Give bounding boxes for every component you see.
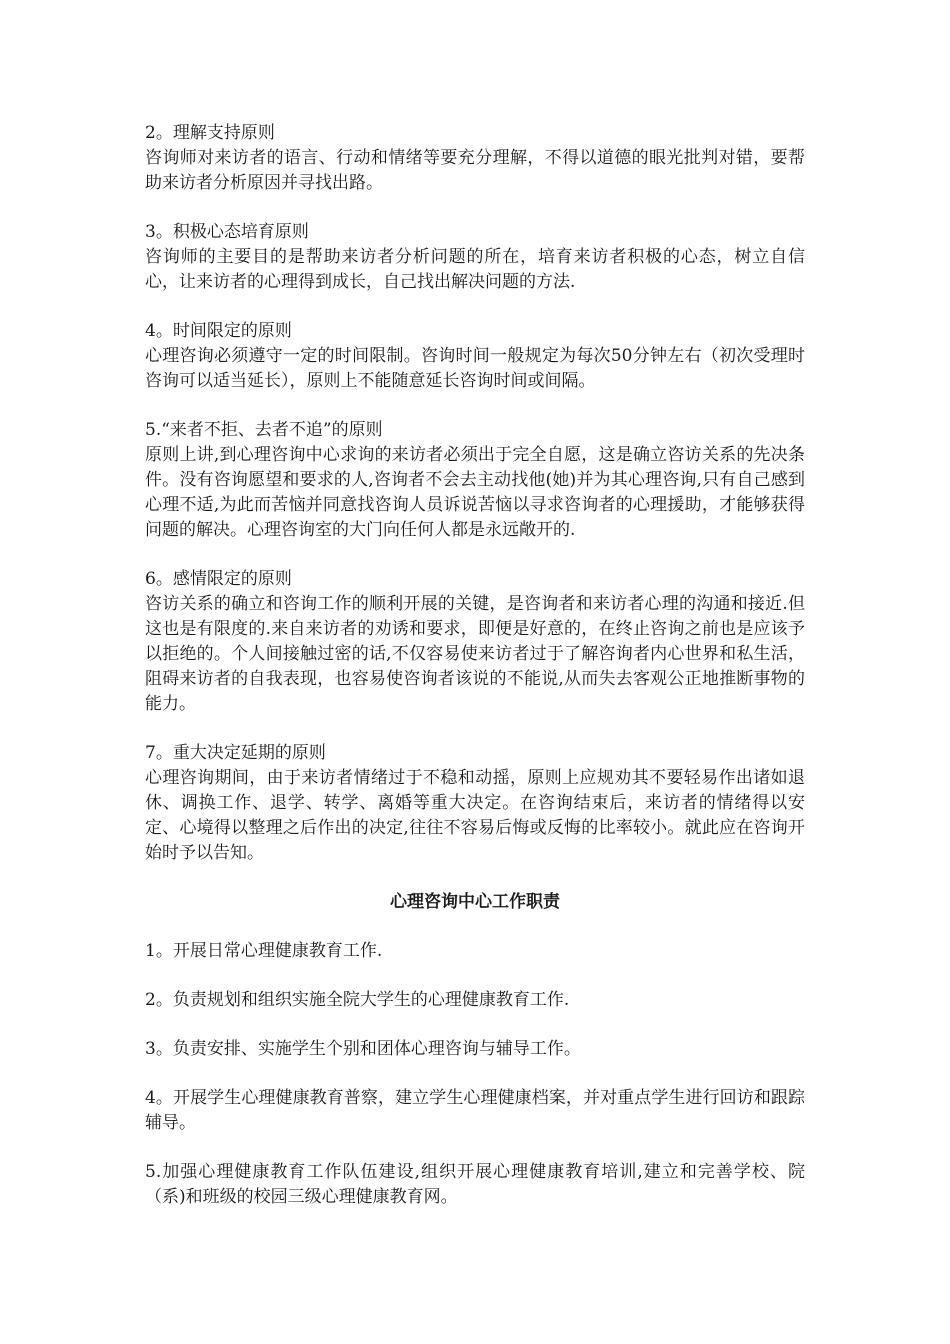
- document-page: [145, 121, 805, 1234]
- principle-heading: 3。积极心态培育原则: [145, 222, 309, 242]
- principle-4: [145, 319, 805, 394]
- principle-2: [145, 121, 805, 196]
- duty-item-5: 5.加强心理健康教育工作队伍建设,组织开展心理健康教育培训,建立和完善学校、院（系)和班级的校园三级心理健康教育网。: [145, 1162, 805, 1207]
- principle-body: 心理咨询必须遵守一定的时间限制。咨询时间一般规定为每次50分钟左右（初次受理时咨询可以适当延长），原则上不能随意延长咨询时间或间隔。: [145, 346, 805, 391]
- duty-item-3: 3。负责安排、实施学生个别和团体心理咨询与辅导工作。: [145, 1039, 581, 1059]
- duty-item-4: 4。开展学生心理健康教育普察，建立学生心理健康档案，并对重点学生进行回访和跟踪辅导。: [145, 1088, 805, 1133]
- principle-body: 咨询师的主要目的是帮助来访者分析问题的所在，培育来访者积极的心态，树立自信心，让来访者的心理得到成长，自己找出解决问题的方法.: [145, 247, 805, 292]
- principle-body: 原则上讲,到心理咨询中心求询的来访者必须出于完全自愿，这是确立咨访关系的先决条件。没有咨询愿望和要求的人,咨询者不会去主动找他(她)并为其心理咨询,只有自己感到心理不适,为此而苦恼并同意找咨询人员诉说苦恼以寻求咨询者的心理援助，才能够获得问题的解决。心理咨询室的大门向任何人都是永远敞开的.: [145, 445, 805, 540]
- principle-heading: 5.“来者不拒、去者不追”的原则: [145, 420, 383, 440]
- principle-heading: 4。时间限定的原则: [145, 321, 292, 341]
- principle-7: [145, 741, 805, 866]
- principle-6: [145, 567, 805, 717]
- principle-3: [145, 220, 805, 295]
- principle-heading: 6。感情限定的原则: [145, 569, 292, 589]
- duty-item-1: 1。开展日常心理健康教育工作.: [145, 941, 383, 961]
- principle-body: 心理咨询期间，由于来访者情绪过于不稳和动摇，原则上应规劝其不要轻易作出诸如退休、调换工作、退学、转学、离婚等重大决定。在咨询结束后，来访者的情绪得以安定、心境得以整理之后作出的决定,往往不容易后悔或反悔的比率较小。就此应在咨询开始时予以告知。: [145, 768, 805, 863]
- principle-heading: 7。重大决定延期的原则: [145, 743, 326, 763]
- duty-item-2: 2。负责规划和组织实施全院大学生的心理健康教育工作.: [145, 990, 570, 1010]
- principle-body: 咨访关系的确立和咨询工作的顺利开展的关键，是咨询者和来访者心理的沟通和接近.但这也是有限度的.来自来访者的劝诱和要求，即便是好意的，在终止咨询之前也是应该予以拒绝的。个人间接触过密的话,不仅容易使来访者过于了解咨询者内心世界和私生活，阻碍来访者的自我表现，也容易使咨询者该说的不能说,从而失去客观公正地推断事物的能力。: [145, 594, 805, 714]
- principle-5: [145, 418, 805, 543]
- principle-body: 咨询师对来访者的语言、行动和情绪等要充分理解，不得以道德的眼光批判对错，要帮助来访者分析原因并寻找出路。: [145, 148, 805, 193]
- section-title: 心理咨询中心工作职责: [390, 892, 560, 912]
- principle-heading: 2。理解支持原则: [145, 123, 275, 143]
